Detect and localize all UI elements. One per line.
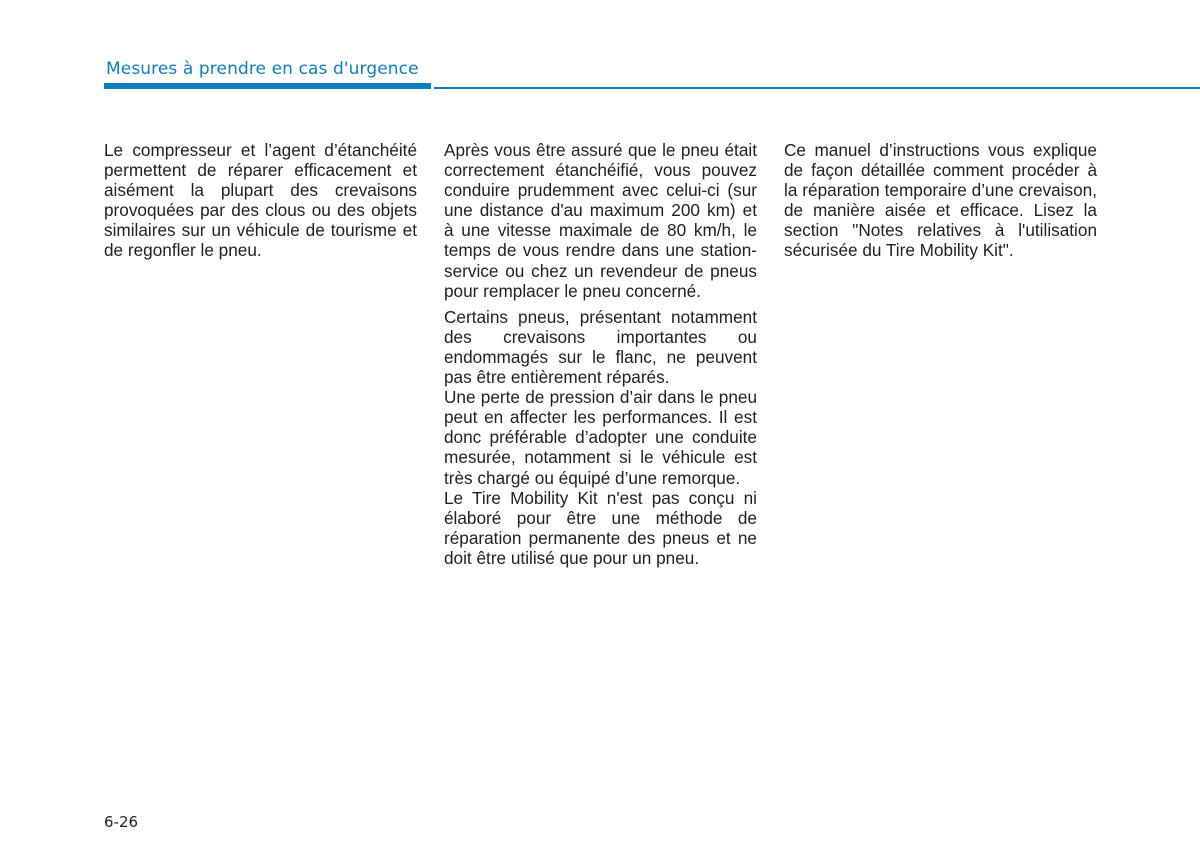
paragraph: Certains pneus, présentant notamment des crevaisons importantes ou endommagés sur le flanc, ne peuvent pas être entièrement réparés. [444,306,757,388]
text-column-right [784,140,1097,261]
text-column-left [104,140,417,261]
paragraph: Après vous être assuré que le pneu était correctement étanchéifié, vous pouvez conduire prudemment avec celui-ci (sur une distance d'au maximum 200 km) et à une vitesse maximale de 80 km/h, le temps de vous rendre dans une station-service ou chez un revendeur de pneus pour remplacer le pneu concerné. [444,140,757,301]
page-number: 6-26 [104,813,139,831]
header-rule [434,87,1200,89]
section-title: Mesures à prendre en cas d'urgence [106,59,419,79]
paragraph: Une perte de pression d’air dans le pneu peut en affecter les performances. Il est donc préférable d’adopter une conduite mesurée, notamment si le véhicule est très chargé ou équipé d’une remorque. [444,387,757,488]
paragraph: Ce manuel d’instructions vous explique de façon détaillée comment procéder à la réparation temporaire d’une crevaison, de manière aisée et efficace. Lisez la section "Notes relatives à l'utilisation sécurisée du Tire Mobility Kit". [784,140,1097,261]
text-column-middle [444,140,757,568]
header-rule-accent [104,83,431,89]
paragraph: Le compresseur et l’agent d’étanchéité permettent de réparer efficacement et aisément la plupart des crevaisons provoquées par des clous ou des objets similaires sur un véhicule de tourisme et de regonfler le pneu. [104,140,417,261]
paragraph: Le Tire Mobility Kit n'est pas conçu ni élaboré pour être une méthode de réparation permanente des pneus et ne doit être utilisé que pour un pneu. [444,487,757,568]
